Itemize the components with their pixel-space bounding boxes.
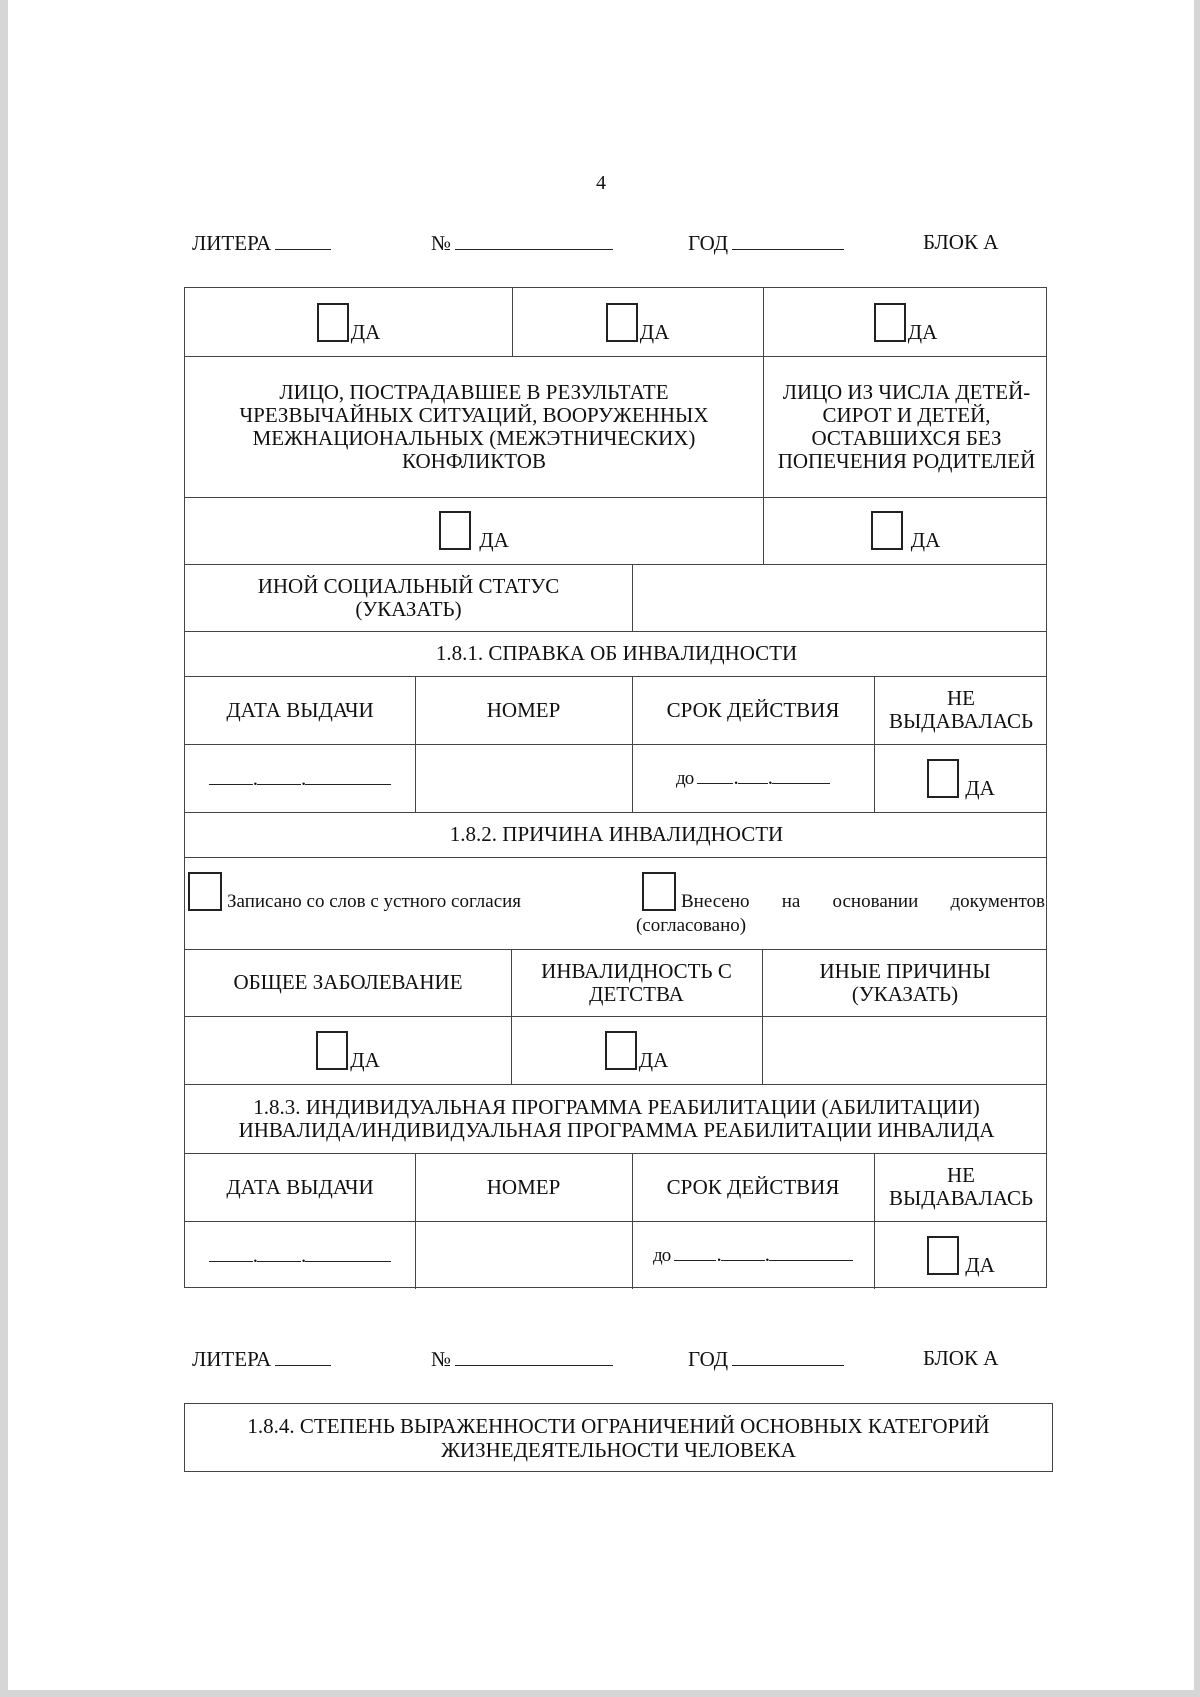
yes-checkbox-cell-3 xyxy=(763,288,1048,356)
section-182-title: 1.8.2. ПРИЧИНА ИНВАЛИДНОСТИ xyxy=(449,822,784,846)
emergency-victim-yes-cell xyxy=(185,497,763,564)
general-disease-yes-cell xyxy=(185,1016,511,1084)
other-status-label: ИНОЙ СОЦИАЛЬНЫЙ СТАТУС (УКАЗАТЬ) xyxy=(257,573,560,621)
litera-label: ЛИТЕРА xyxy=(192,1347,272,1371)
number-label: № xyxy=(431,231,452,255)
ipr-validity-header: СРОК ДЕЙСТВИЯ xyxy=(666,1174,840,1199)
section-184-title: 1.8.4. СТЕПЕНЬ ВЫРАЖЕННОСТИ ОГРАНИЧЕНИЙ ОСНОВНЫХ КАТЕГОРИЙ ЖИЗНЕДЕЯТЕЛЬНОСТИ ЧЕЛОВЕКА xyxy=(184,1403,1053,1472)
yes-checkbox-cell-2 xyxy=(512,288,763,356)
checkbox-box[interactable] xyxy=(927,759,959,798)
issue-date-input[interactable] xyxy=(185,744,415,812)
other-status-input[interactable] xyxy=(633,564,1048,631)
orphan-yes-cell xyxy=(763,497,1048,564)
number-header: НОМЕР xyxy=(486,697,561,722)
validity-input[interactable] xyxy=(632,744,874,812)
checkbox-box[interactable] xyxy=(316,1031,348,1070)
ipr-number-input[interactable] xyxy=(415,1221,632,1289)
general-disease-header: ОБЩЕЕ ЗАБОЛЕВАНИЕ xyxy=(233,970,463,994)
checkbox-box[interactable] xyxy=(317,303,349,342)
year-field xyxy=(688,230,844,256)
section-183-title: 1.8.3. ИНДИВИДУАЛЬНАЯ ПРОГРАММА РЕАБИЛИТАЦИИ (АБИЛИТАЦИИ) ИНВАЛИДА/ИНДИВИДУАЛЬНАЯ ПРОГРАММА РЕАБИЛИТАЦИИ ИНВАЛИДА xyxy=(238,1094,995,1142)
orphan-heading: ЛИЦО ИЗ ЧИСЛА ДЕТЕЙ-СИРОТ И ДЕТЕЙ, ОСТАВШИХСЯ БЕЗ ПОПЕЧЕНИЯ РОДИТЕЛЕЙ xyxy=(777,379,1036,473)
emergency-victim-heading: ЛИЦО, ПОСТРАДАВШЕЕ В РЕЗУЛЬТАТЕ ЧРЕЗВЫЧАЙНЫХ СИТУАЦИЙ, ВООРУЖЕННЫХ МЕЖНАЦИОНАЛЬНЫХ (МЕЖЭТНИЧЕСКИХ) КОНФЛИКТОВ xyxy=(239,379,709,473)
number-field-2 xyxy=(431,1346,613,1372)
year-field-2 xyxy=(688,1346,844,1372)
yes-checkbox[interactable]: ДА xyxy=(874,303,938,342)
litera-field-2 xyxy=(192,1346,331,1372)
yes-checkbox[interactable]: ДА xyxy=(606,303,670,342)
childhood-disability-yes-cell xyxy=(511,1016,762,1084)
date-blank[interactable]: . . xyxy=(209,767,392,790)
page-number: 4 xyxy=(596,172,606,194)
checkbox-box[interactable] xyxy=(605,1031,637,1070)
oral-consent-label: Записано со слов с устного согласия xyxy=(227,891,522,912)
ipr-number-header: НОМЕР xyxy=(486,1174,561,1199)
issue-date-header: ДАТА ВЫДАЧИ xyxy=(226,697,374,722)
block-label: БЛОК А xyxy=(923,230,999,254)
other-causes-input[interactable] xyxy=(762,1016,1048,1084)
oral-consent-checkbox[interactable] xyxy=(188,872,222,911)
number-blank[interactable] xyxy=(455,230,613,250)
valid-until-blank[interactable]: до . . xyxy=(676,766,830,790)
litera-blank[interactable] xyxy=(275,1346,331,1366)
document-page xyxy=(8,0,1194,1690)
yes-checkbox[interactable]: ДА xyxy=(927,759,995,798)
yes-checkbox[interactable]: ДА xyxy=(605,1031,669,1070)
yes-checkbox[interactable]: ДА xyxy=(439,511,509,550)
yes-checkbox[interactable]: ДА xyxy=(317,303,381,342)
litera-label: ЛИТЕРА xyxy=(192,231,272,255)
not-issued-yes-cell xyxy=(874,744,1048,812)
number-label: № xyxy=(431,1347,452,1371)
year-label: ГОД xyxy=(688,231,729,255)
litera-field xyxy=(192,230,331,256)
documents-consent-note: (согласовано) xyxy=(636,915,747,936)
year-label: ГОД xyxy=(688,1347,729,1371)
checkbox-box[interactable] xyxy=(439,511,471,550)
childhood-disability-header: ИНВАЛИДНОСТЬ С ДЕТСТВА xyxy=(541,958,732,1006)
year-blank[interactable] xyxy=(732,230,844,250)
number-field xyxy=(431,230,613,256)
valid-until-blank[interactable]: до . . xyxy=(653,1243,853,1267)
litera-blank[interactable] xyxy=(275,230,331,250)
checkbox-box[interactable] xyxy=(871,511,903,550)
validity-header: СРОК ДЕЙСТВИЯ xyxy=(666,697,840,722)
checkbox-box[interactable] xyxy=(606,303,638,342)
yes-checkbox[interactable]: ДА xyxy=(927,1236,995,1275)
year-blank[interactable] xyxy=(732,1346,844,1366)
ipr-validity-input[interactable] xyxy=(632,1221,874,1289)
section-181-title: 1.8.1. СПРАВКА ОБ ИНВАЛИДНОСТИ xyxy=(435,641,798,665)
checkbox-box[interactable] xyxy=(874,303,906,342)
social-status-disability-table xyxy=(184,287,1047,1288)
documents-consent-checkbox[interactable] xyxy=(642,872,676,911)
number-input[interactable] xyxy=(415,744,632,812)
not-issued-header: НЕ ВЫДАВАЛАСЬ xyxy=(888,686,1034,733)
yes-checkbox[interactable]: ДА xyxy=(871,511,941,550)
checkbox-box[interactable] xyxy=(927,1236,959,1275)
block-label-2: БЛОК А xyxy=(923,1346,999,1370)
number-blank[interactable] xyxy=(455,1346,613,1366)
ipr-not-issued-yes-cell xyxy=(874,1221,1048,1289)
yes-checkbox[interactable]: ДА xyxy=(316,1031,380,1070)
documents-consent-label: Внесено на основании документов xyxy=(681,891,1045,912)
other-causes-header: ИНЫЕ ПРИЧИНЫ (УКАЗАТЬ) xyxy=(819,958,991,1006)
ipr-issue-date-input[interactable] xyxy=(185,1221,415,1289)
date-blank[interactable]: . . xyxy=(209,1244,392,1267)
ipr-not-issued-header: НЕ ВЫДАВАЛАСЬ xyxy=(888,1163,1034,1210)
ipr-issue-date-header: ДАТА ВЫДАЧИ xyxy=(226,1174,374,1199)
yes-checkbox-cell-1 xyxy=(185,288,512,356)
